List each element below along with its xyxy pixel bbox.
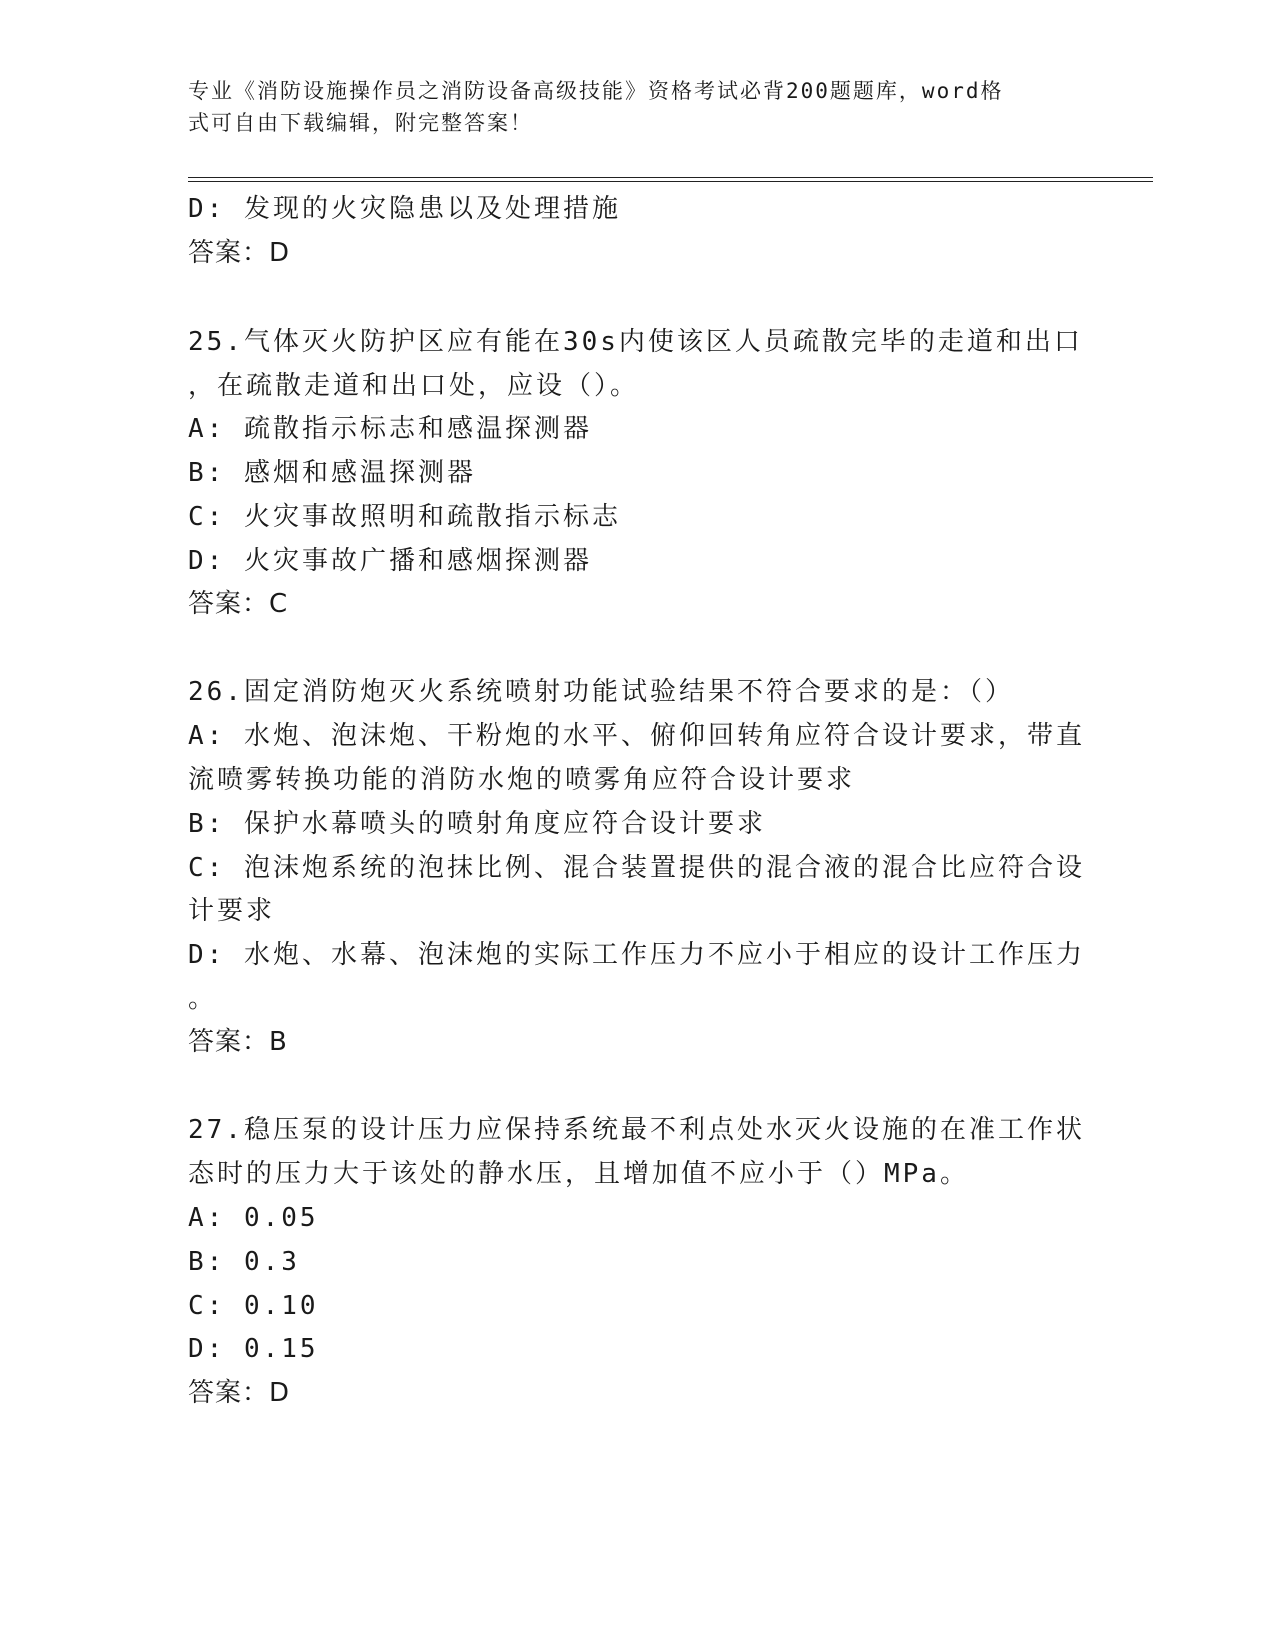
header-line-1: 专业《消防设施操作员之消防设备高级技能》资格考试必背200题题库，word格 [188, 79, 1004, 103]
q24-option-d: D: 发现的火灾隐患以及处理措施 [188, 194, 621, 224]
q26-option-d-line-2: 。 [188, 984, 218, 1014]
q25-option-b: B: 感烟和感温探测器 [188, 458, 476, 488]
header-rule-bottom [188, 181, 1153, 182]
q26-option-d-line-1: D: 水炮、水幕、泡沫炮的实际工作压力不应小于相应的设计工作压力 [188, 940, 1085, 970]
document-header [188, 75, 1068, 139]
q26-answer: 答案：B [188, 1027, 288, 1057]
q27-answer: 答案：D [188, 1378, 291, 1408]
q25-option-c: C: 火灾事故照明和疏散指示标志 [188, 502, 621, 532]
q26-option-c-line-1: C: 泡沫炮系统的泡抹比例、混合装置提供的混合液的混合比应符合设 [188, 853, 1085, 883]
q26-option-a-line-2: 流喷雾转换功能的消防水炮的喷雾角应符合设计要求 [188, 765, 856, 795]
q27-option-a: A: 0.05 [188, 1203, 319, 1233]
q25-stem-line-1: 25.气体灭火防护区应有能在30s内使该区人员疏散完毕的走道和出口 [188, 327, 1083, 357]
q25-option-d: D: 火灾事故广播和感烟探测器 [188, 546, 592, 576]
q26-option-c-line-2: 计要求 [188, 896, 276, 926]
q27-option-b: B: 0.3 [188, 1247, 300, 1277]
q25-answer: 答案：C [188, 589, 289, 619]
q27-stem-line-1: 27.稳压泵的设计压力应保持系统最不利点处水灭火设施的在准工作状 [188, 1115, 1085, 1145]
q24-answer: 答案：D [188, 238, 291, 268]
q27-option-c: C: 0.10 [188, 1291, 319, 1321]
q25-option-a: A: 疏散指示标志和感温探测器 [188, 414, 592, 444]
q27-stem-line-2: 态时的压力大于该处的静水压，且增加值不应小于（）MPa。 [188, 1159, 969, 1189]
q27-option-d: D: 0.15 [188, 1334, 319, 1364]
q25-stem-line-2: ，在疏散走道和出口处，应设（）。 [188, 371, 640, 401]
q26-option-a-line-1: A: 水炮、泡沫炮、干粉炮的水平、俯仰回转角应符合设计要求，带直 [188, 721, 1085, 751]
header-line-2: 式可自由下载编辑，附完整答案！ [188, 111, 533, 135]
header-rule-top [188, 177, 1153, 178]
q26-stem: 26.固定消防炮灭火系统喷射功能试验结果不符合要求的是：（） [188, 677, 1014, 707]
q26-option-b: B: 保护水幕喷头的喷射角度应符合设计要求 [188, 809, 766, 839]
